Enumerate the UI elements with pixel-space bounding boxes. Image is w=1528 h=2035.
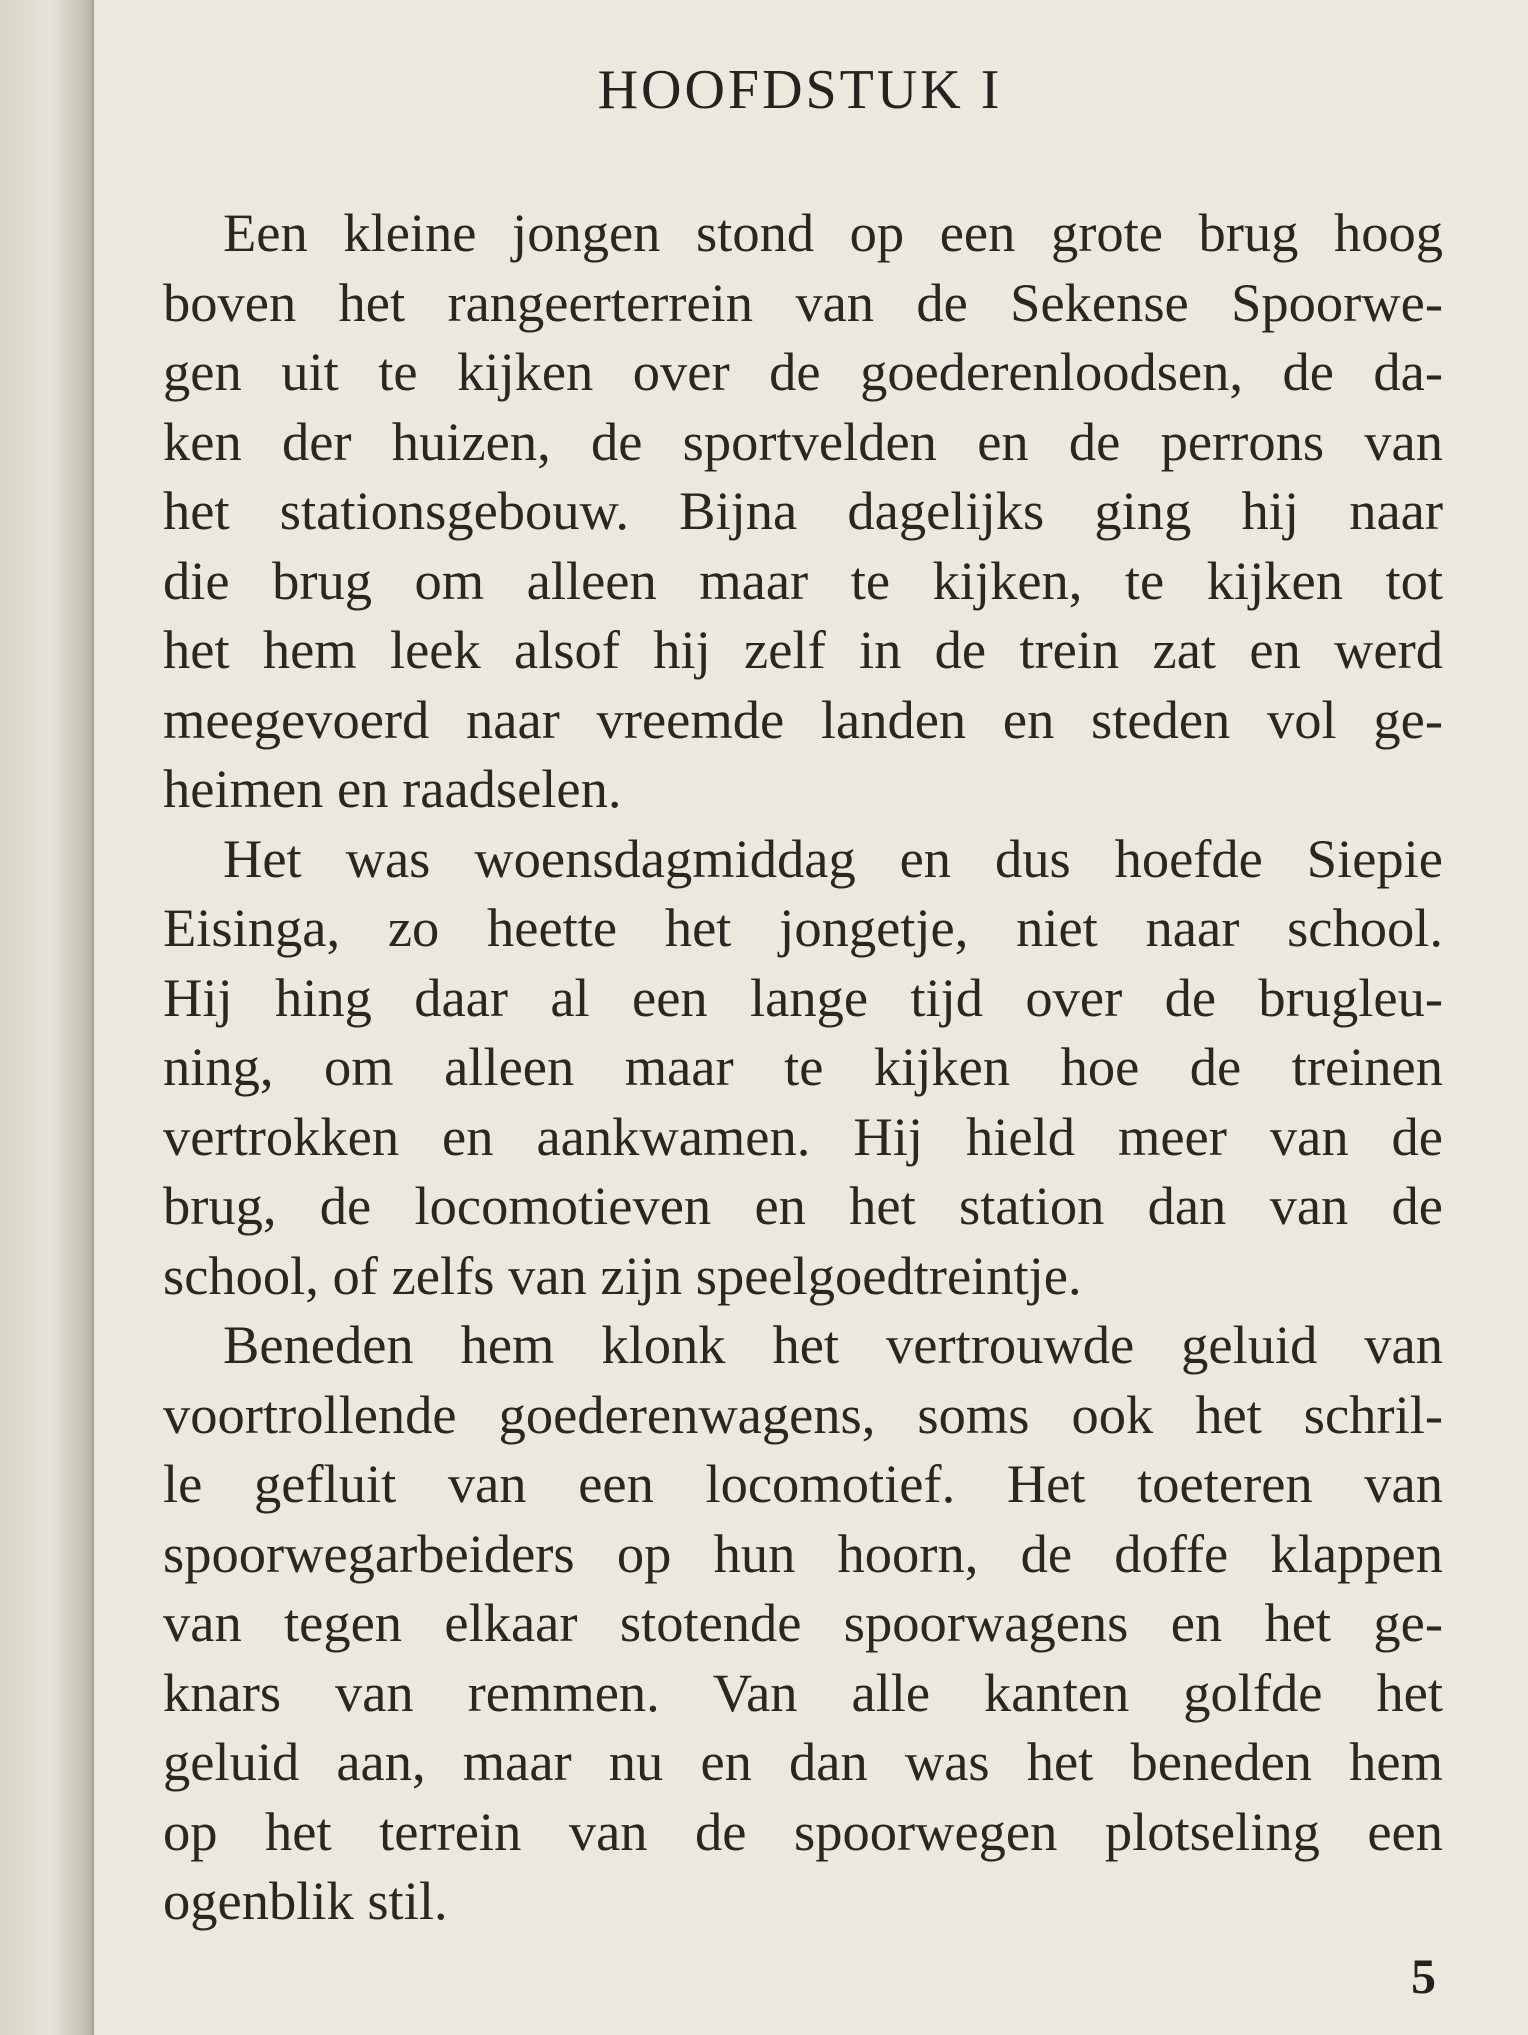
text-line: heimen en raadselen. [163, 758, 622, 819]
text-line: Een kleine jongen stond op een grote brug hoog [223, 202, 1443, 263]
text-line: meegevoerd naar vreemde landen en steden vol ge- [163, 688, 1443, 750]
paragraph-3 [163, 1310, 1443, 1936]
text-line: het hem leek alsof hij zelf in de trein zat en werd [163, 619, 1443, 680]
text-line: ken der huizen, de sportvelden en de perrons van [163, 410, 1443, 472]
text-line: het stationsgebouw. Bijna dagelijks ging hij naar [163, 480, 1443, 541]
body-text [163, 198, 1443, 1936]
text-line: Beneden hem klonk het vertrouwde geluid van [223, 1314, 1443, 1375]
text-line: op het terrein van de spoorwegen plotseling een [163, 1800, 1443, 1862]
text-line: Hij hing daar al een lange tijd over de brugleu- [163, 966, 1443, 1028]
book-gutter [0, 0, 92, 2035]
text-line: boven het rangeerterrein van de Sekense Spoorwe- [163, 271, 1443, 333]
chapter-title: HOOFDSTUK I [597, 59, 1003, 121]
text-line: knars van remmen. Van alle kanten golfde het [163, 1661, 1443, 1723]
text-line: le gefluit van een locomotief. Het toeteren van [163, 1453, 1443, 1514]
paragraph-1 [163, 198, 1443, 824]
text-line: gen uit te kijken over de goederenloodsen, de da- [163, 341, 1443, 402]
text-line: ogenblik stil. [163, 1870, 448, 1931]
text-line: ning, om alleen maar te kijken hoe de treinen [163, 1036, 1443, 1097]
text-line: school, of zelfs van zijn speelgoedtreintje. [163, 1244, 1082, 1306]
text-line: Eisinga, zo heette het jongetje, niet naar school. [163, 897, 1443, 958]
text-line: brug, de locomotieven en het station dan van de [163, 1175, 1443, 1236]
text-line: spoorwegarbeiders op hun hoorn, de doffe klappen [163, 1522, 1443, 1584]
page-number: 5 [1411, 1948, 1436, 2004]
text-line: geluid aan, maar nu en dan was het beneden hem [163, 1731, 1443, 1792]
text-line: vertrokken en aankwamen. Hij hield meer van de [163, 1105, 1443, 1167]
text-line: Het was woensdagmiddag en dus hoefde Siepie [223, 827, 1443, 889]
text-line: voortrollende goederenwagens, soms ook het schril- [163, 1383, 1443, 1445]
text-line: van tegen elkaar stotende spoorwagens en het ge- [163, 1592, 1443, 1653]
text-line: die brug om alleen maar te kijken, te kijken tot [163, 549, 1443, 611]
paragraph-2 [163, 824, 1443, 1311]
